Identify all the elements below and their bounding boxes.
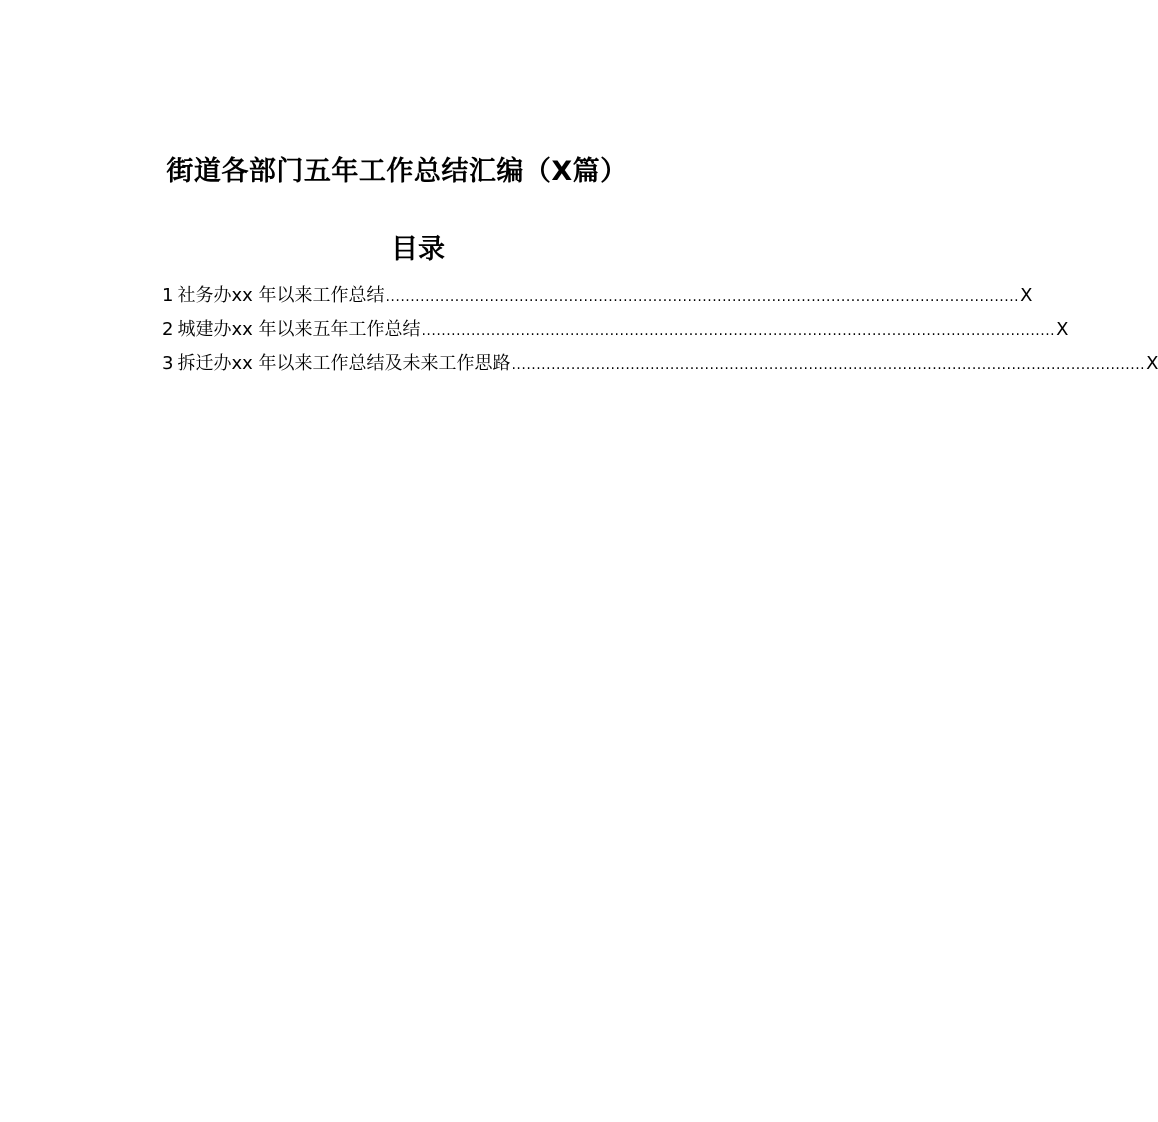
toc-entry-title: 社务办xx 年以来工作总结 [177, 285, 385, 306]
toc-entry-1[interactable] [162, 281, 1033, 315]
toc-entry-2[interactable] [162, 315, 1069, 349]
toc-entry-title: 拆迁办xx 年以来工作总结及未来工作思路 [177, 353, 511, 374]
table-of-contents [162, 281, 1158, 383]
toc-entry-page: X [1146, 353, 1158, 374]
toc-dot-leader: ................................................................................................................................ [511, 357, 1146, 373]
toc-entry-page: X [1020, 285, 1033, 306]
toc-heading: 目录 [391, 234, 445, 265]
toc-entry-number: 3 [162, 353, 174, 374]
toc-entry-number: 1 [162, 285, 174, 306]
document-title: 街道各部门五年工作总结汇编（X篇） [166, 156, 628, 187]
toc-dot-leader: ................................................................................................................................ [421, 323, 1056, 339]
toc-entry-page: X [1056, 319, 1069, 340]
toc-entry-3[interactable] [162, 349, 1158, 383]
toc-dot-leader: ................................................................................................................................ [385, 289, 1020, 305]
toc-entry-number: 2 [162, 319, 174, 340]
toc-entry-title: 城建办xx 年以来五年工作总结 [177, 319, 421, 340]
